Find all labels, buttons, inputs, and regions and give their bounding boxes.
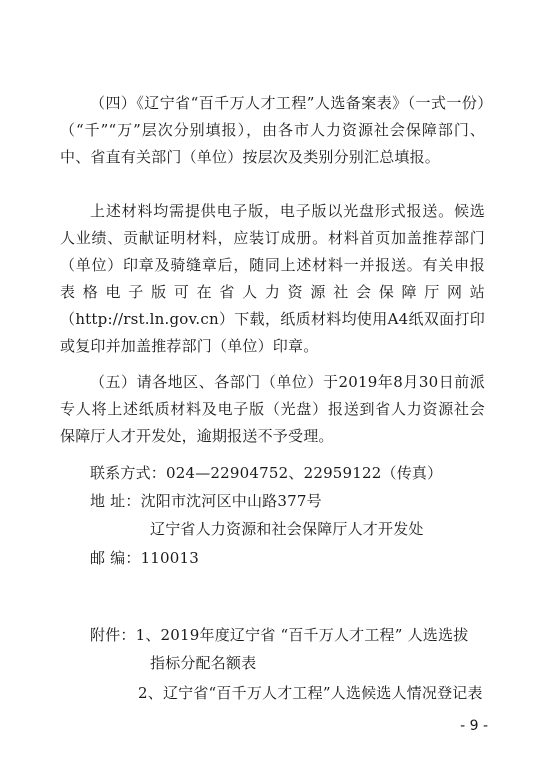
- paragraph-item-five: （五）请各地区、各部门（单位）于2019年8月30日前派专人将上述纸质材料及电子版（光盘）报送到省人力资源社会保障厅人才开发处，逾期报送不予受理。: [60, 373, 485, 445]
- attachment-item-2: 2、辽宁省“百千万人才工程”人选候选人情况登记表: [138, 684, 483, 702]
- attachment-item-1-line-2: 指标分配名额表: [150, 654, 257, 672]
- paragraph-materials: 上述材料均需提供电子版，电子版以光盘形式报送。候选人业绩、贡献证明材料，应装订成册。材料首页加盖推荐部门（单位）印章及骑缝章后，随同上述材料一并报送。有关申报表格电子版可在省人力资源社会保障厅网站（http://rst.ln.gov.cn）下载，纸质材料均使用A4纸双面打印或复印并加盖推荐部门（单位）印章。: [60, 202, 485, 355]
- contact-address-organization: 辽宁省人力资源和社会保障厅人才开发处: [150, 520, 424, 538]
- page-number: - 9 -: [460, 718, 488, 734]
- contact-address: 地 址：沈阳市沈河区中山路377号: [90, 492, 322, 510]
- contact-phone: 联系方式：024—22904752、22959122（传真）: [90, 464, 443, 482]
- attachment-item-1-line-1: 附件：1、2019年度辽宁省 “百千万人才工程” 人选选拔: [90, 626, 469, 644]
- contact-postcode: 邮 编：110013: [90, 549, 200, 567]
- paragraph-item-four: （四）《辽宁省“百千万人才工程”人选备案表》（一式一份）（“千”“万”层次分别填报），由各市人力资源社会保障部门、中、省直有关部门（单位）按层次及类别分别汇总填报。: [60, 94, 485, 166]
